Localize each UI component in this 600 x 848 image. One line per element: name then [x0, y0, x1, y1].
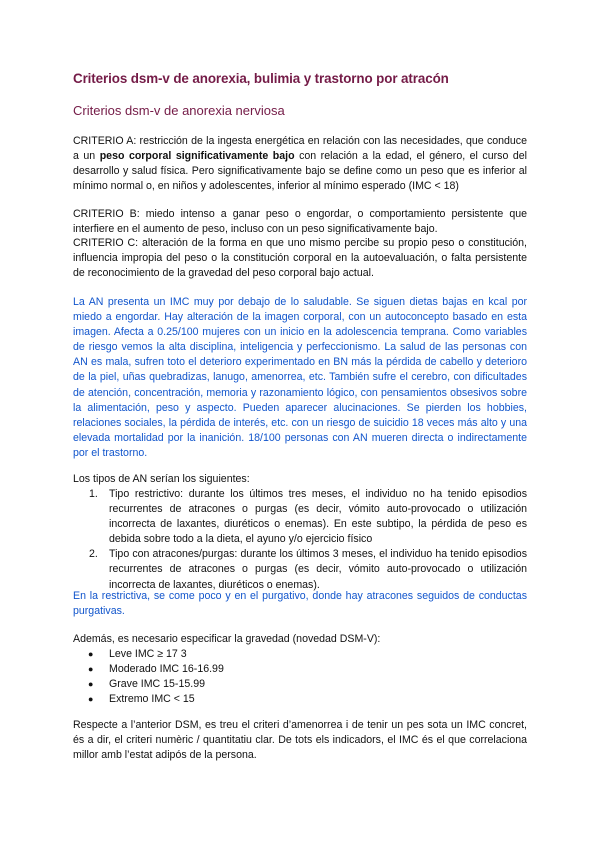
bullet-icon: ●: [88, 679, 94, 690]
document-title: Criterios dsm-v de anorexia, bulimia y trastorno por atracón: [73, 71, 449, 86]
severity-list-item: [73, 692, 527, 707]
bullet-icon: ●: [88, 649, 94, 659]
criterion-a: [73, 134, 527, 194]
severity-intro: Además, es necesario especificar la gravedad (novedad DSM-V):: [73, 633, 381, 645]
list-number: 1.: [89, 488, 98, 500]
an-description: La AN presenta un IMC muy por debajo de lo saludable. Se siguen dietas bajas en kcal por miedo a engordar. Hay alteración de la imagen corporal, con un autoconcepto basado en esta imagen. Afecta a 0.25/100 mujeres con un inicio en la adolescencia temprana. Como variables de riesgo vemos la alta disciplina, inteligencia y perfeccionismo. La salud de las personas con AN es mala, sufren toto el deterioro experimentado en BN más la pérdida de cabello y deterioro de la piel, uñas quebradizas, lanugo, amenorrea, etc. También sufre el cerebro, con dificultades de atención, concentración, memoria y razonamiento lógico, con pensamientos obsesivos sobre la alimentación, peso y aspecto. Pueden aparecer alucinaciones. Se pierden los hobbies, relaciones sociales, la pérdida de interés, etc. con un riesgo de suicidio 18 veces más alto y una elevada mortalidad por la inanición. 18/100 personas con AN mueren directa o indirectamente por el trastorno.: [73, 296, 527, 459]
types-note: En la restrictiva, se come poco y en el purgativo, donde hay atracones seguidos de conductas purgativas.: [73, 590, 527, 618]
types-list: [73, 487, 527, 593]
criterion-a-bold: peso corporal significativamente bajo: [99, 150, 295, 163]
severity-list-item: [73, 647, 527, 662]
severity-item-text: Moderado IMC 16-16.99: [109, 663, 224, 676]
bullet-icon: ●: [88, 664, 94, 675]
severity-list-item: [73, 662, 527, 677]
closing-paragraph: Respecte a l’anterior DSM, es treu el criteri d’amenorrea i de tenir un pes sota un IMC concret, és a dir, el criteri numèric / quantitatiu clar. De tots els indicadors, el IMC és el que correlaciona millor amb l’estat adipós de la persona.: [73, 719, 527, 762]
severity-item-text: Grave IMC 15-15.99: [109, 678, 205, 691]
section-subtitle: Criterios dsm-v de anorexia nerviosa: [73, 103, 285, 118]
criterion-a-start: CRITERIO A: restricción de la ingesta energética en relación con las necesidades, que conduce a un: [73, 135, 527, 163]
list-item-text: Tipo restrictivo: durante los últimos tres meses, el individuo no ha tenido episodios recurrentes de atracones o purgas (es decir, vómito auto-provocado o utilización incorrecta de laxantes, diuréticos o enemas). En este subtipo, la pérdida de peso es debida sobre todo a la dieta, el ayuno y/o ejercicio físico: [109, 488, 527, 546]
list-item-text: Tipo con atracones/purgas: durante los últimos 3 meses, el individuo ha tenido episodios recurrentes de atracones o purgas (es decir, vómito auto-provocado o utilización incorrecta de laxantes, diuréticos o enemas).: [109, 548, 527, 591]
severity-item-text: Extremo IMC < 15: [109, 693, 195, 706]
criterion-b: CRITERIO B: miedo intenso a ganar peso o engordar, o comportamiento persistente que interfiere en el aumento de peso, incluso con un peso significativamente bajo.: [73, 208, 527, 236]
types-intro: Los tipos de AN serían los siguientes:: [73, 473, 250, 485]
criterion-a-end: con relación a la edad, el género, el curso del desarrollo y salud física. Pero significativamente bajo se define como un peso que es inferior al mínimo normal o, en niños y adolescentes, inferior al mínimo esperado (IMC < 18): [73, 150, 527, 193]
criterion-c: CRITERIO C: alteración de la forma en que uno mismo percibe su propio peso o constitución, influencia impropia del peso o la constitución corporal en la autoevaluación, o falta persistente de reconocimiento de la gravedad del peso corporal bajo actual.: [73, 237, 527, 280]
types-list-item: [73, 547, 527, 592]
bullet-icon: ●: [88, 694, 94, 705]
severity-list-item: [73, 677, 527, 692]
types-list-item: [73, 487, 527, 547]
severity-item-text: Leve IMC ≥ 17 3: [109, 648, 187, 660]
severity-list: [73, 647, 527, 707]
list-number: 2.: [89, 548, 98, 561]
